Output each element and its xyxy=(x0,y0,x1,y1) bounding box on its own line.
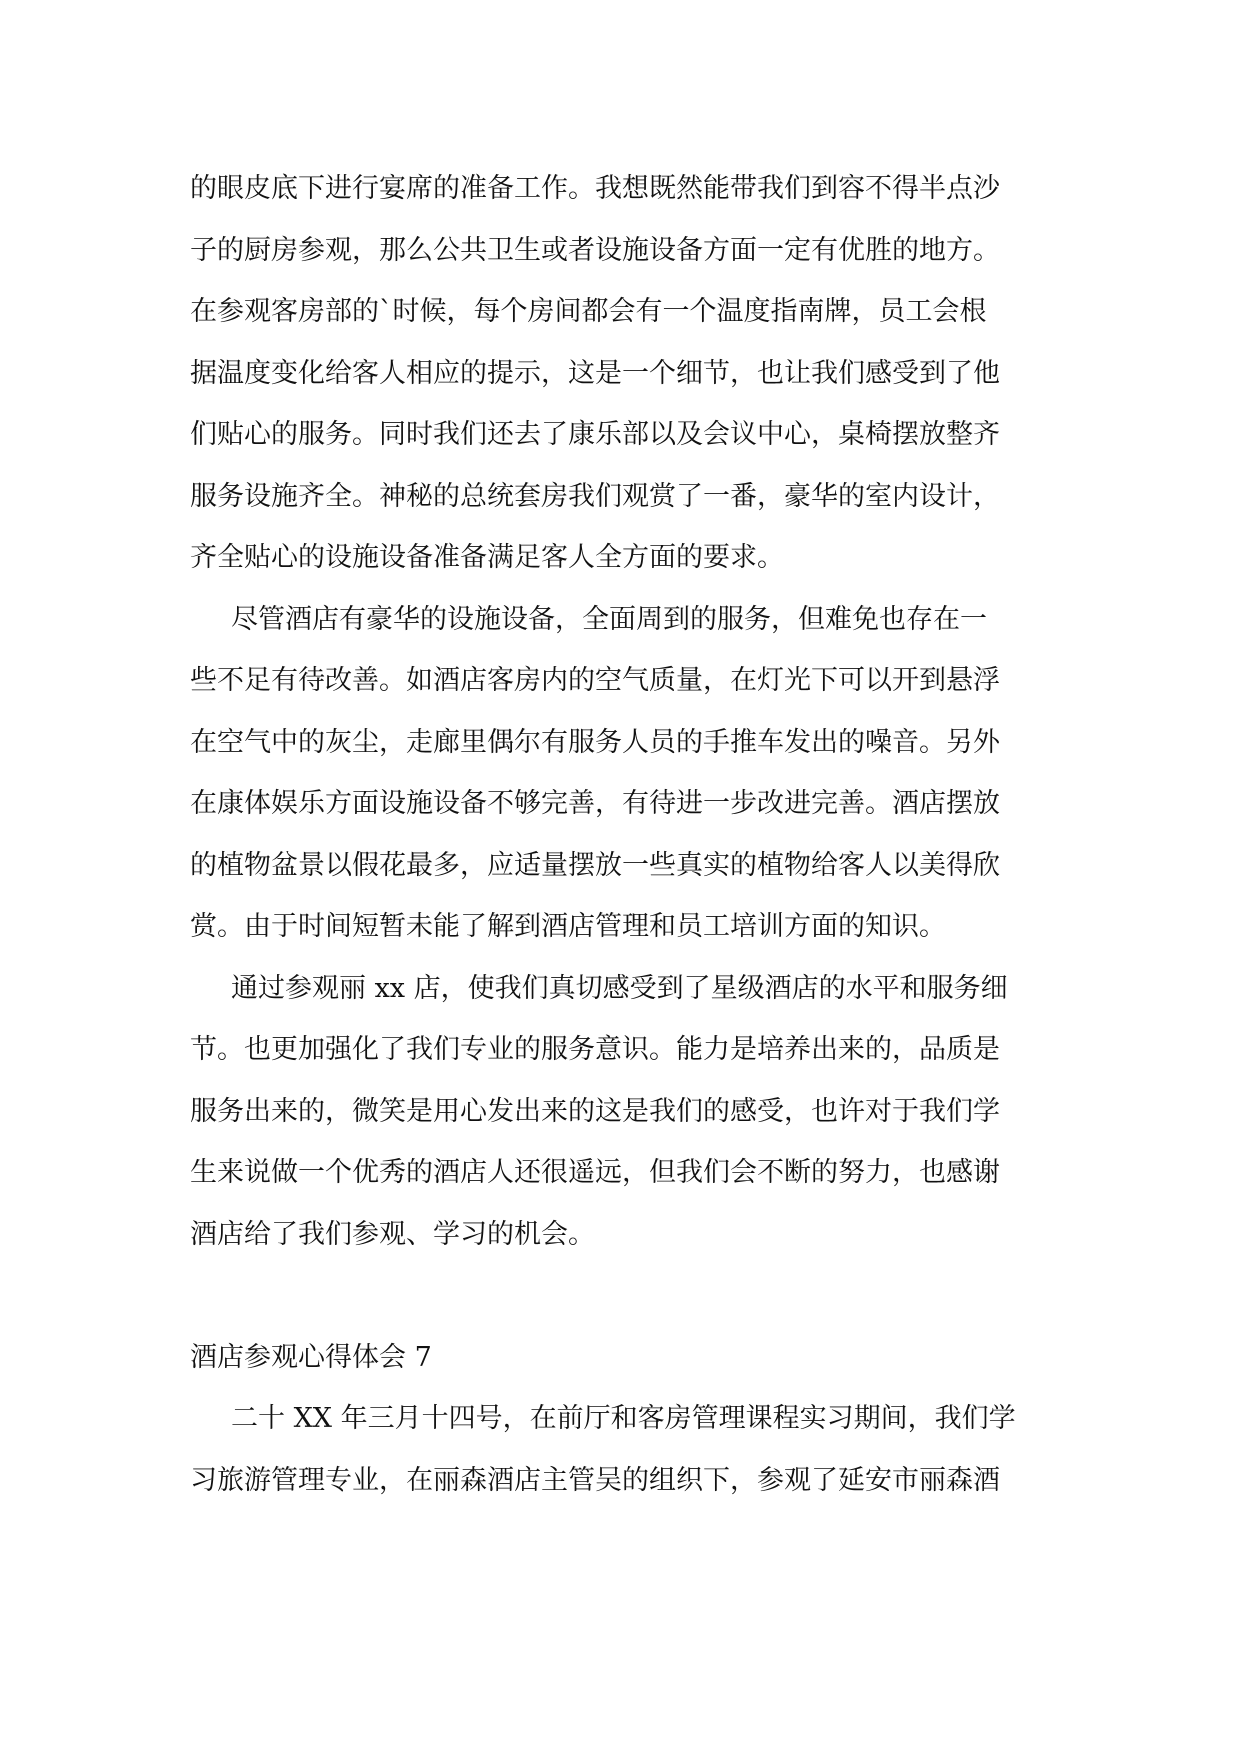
paragraph-4 xyxy=(190,1388,1070,1511)
paragraph-line: 在康体娱乐方面设施设备不够完善，有待进一步改进完善。酒店摆放 xyxy=(190,788,1000,819)
paragraph-line: 齐全贴心的设施设备准备满足客人全方面的要求。 xyxy=(190,542,784,573)
paragraph-3 xyxy=(190,958,1070,1266)
paragraph-line: 在参观客房部的`时候，每个房间都会有一个温度指南牌，员工会根 xyxy=(190,296,987,327)
paragraph-line: 据温度变化给客人相应的提示，这是一个细节，也让我们感受到了他 xyxy=(190,357,1000,389)
paragraph-line: 子的厨房参观，那么公共卫生或者设施设备方面一定有优胜的地方。 xyxy=(190,234,1000,266)
paragraph-line: 赏。由于时间短暂未能了解到酒店管理和员工培训方面的知识。 xyxy=(190,911,946,942)
section-heading: 酒店参观心得体会 7 xyxy=(190,1341,432,1373)
paragraph-line: 服务设施齐全。神秘的总统套房我们观赏了一番，豪华的室内设计， xyxy=(190,480,1000,512)
paragraph-line: 生来说做一个优秀的酒店人还很遥远，但我们会不断的努力，也感谢 xyxy=(190,1157,1000,1188)
paragraph-line: 的植物盆景以假花最多，应适量摆放一些真实的植物给客人以美得欣 xyxy=(190,849,1000,881)
paragraph-line: 些不足有待改善。如酒店客房内的空气质量，在灯光下可以开到悬浮 xyxy=(190,665,1000,696)
section-spacer xyxy=(190,1265,1070,1327)
paragraph-line: 尽管酒店有豪华的设施设备，全面周到的服务，但难免也存在一 xyxy=(231,603,987,635)
paragraph-line: 服务出来的，微笑是用心发出来的这是我们的感受，也许对于我们学 xyxy=(190,1095,1000,1127)
paragraph-2 xyxy=(190,589,1070,958)
paragraph-line: 节。也更加强化了我们专业的服务意识。能力是培养出来的，品质是 xyxy=(190,1034,1000,1065)
paragraph-line: 习旅游管理专业，在丽森酒店主管吴的组织下，参观了延安市丽森酒 xyxy=(190,1464,1000,1496)
paragraph-line: 在空气中的灰尘，走廊里偶尔有服务人员的手推车发出的噪音。另外 xyxy=(190,726,1000,758)
paragraph-line: 们贴心的服务。同时我们还去了康乐部以及会议中心，桌椅摆放整齐 xyxy=(190,419,1000,450)
paragraph-line: 二十 XX 年三月十四号，在前厅和客房管理课程实习期间，我们学 xyxy=(231,1403,1016,1434)
paragraph-1 xyxy=(190,158,1070,589)
document-page xyxy=(190,158,1070,1511)
paragraph-line: 的眼皮底下进行宴席的准备工作。我想既然能带我们到容不得半点沙 xyxy=(190,173,1000,204)
paragraph-line: 通过参观丽 xx 店，使我们真切感受到了星级酒店的水平和服务细 xyxy=(231,972,1008,1004)
paragraph-line: 酒店给了我们参观、学习的机会。 xyxy=(190,1218,595,1250)
